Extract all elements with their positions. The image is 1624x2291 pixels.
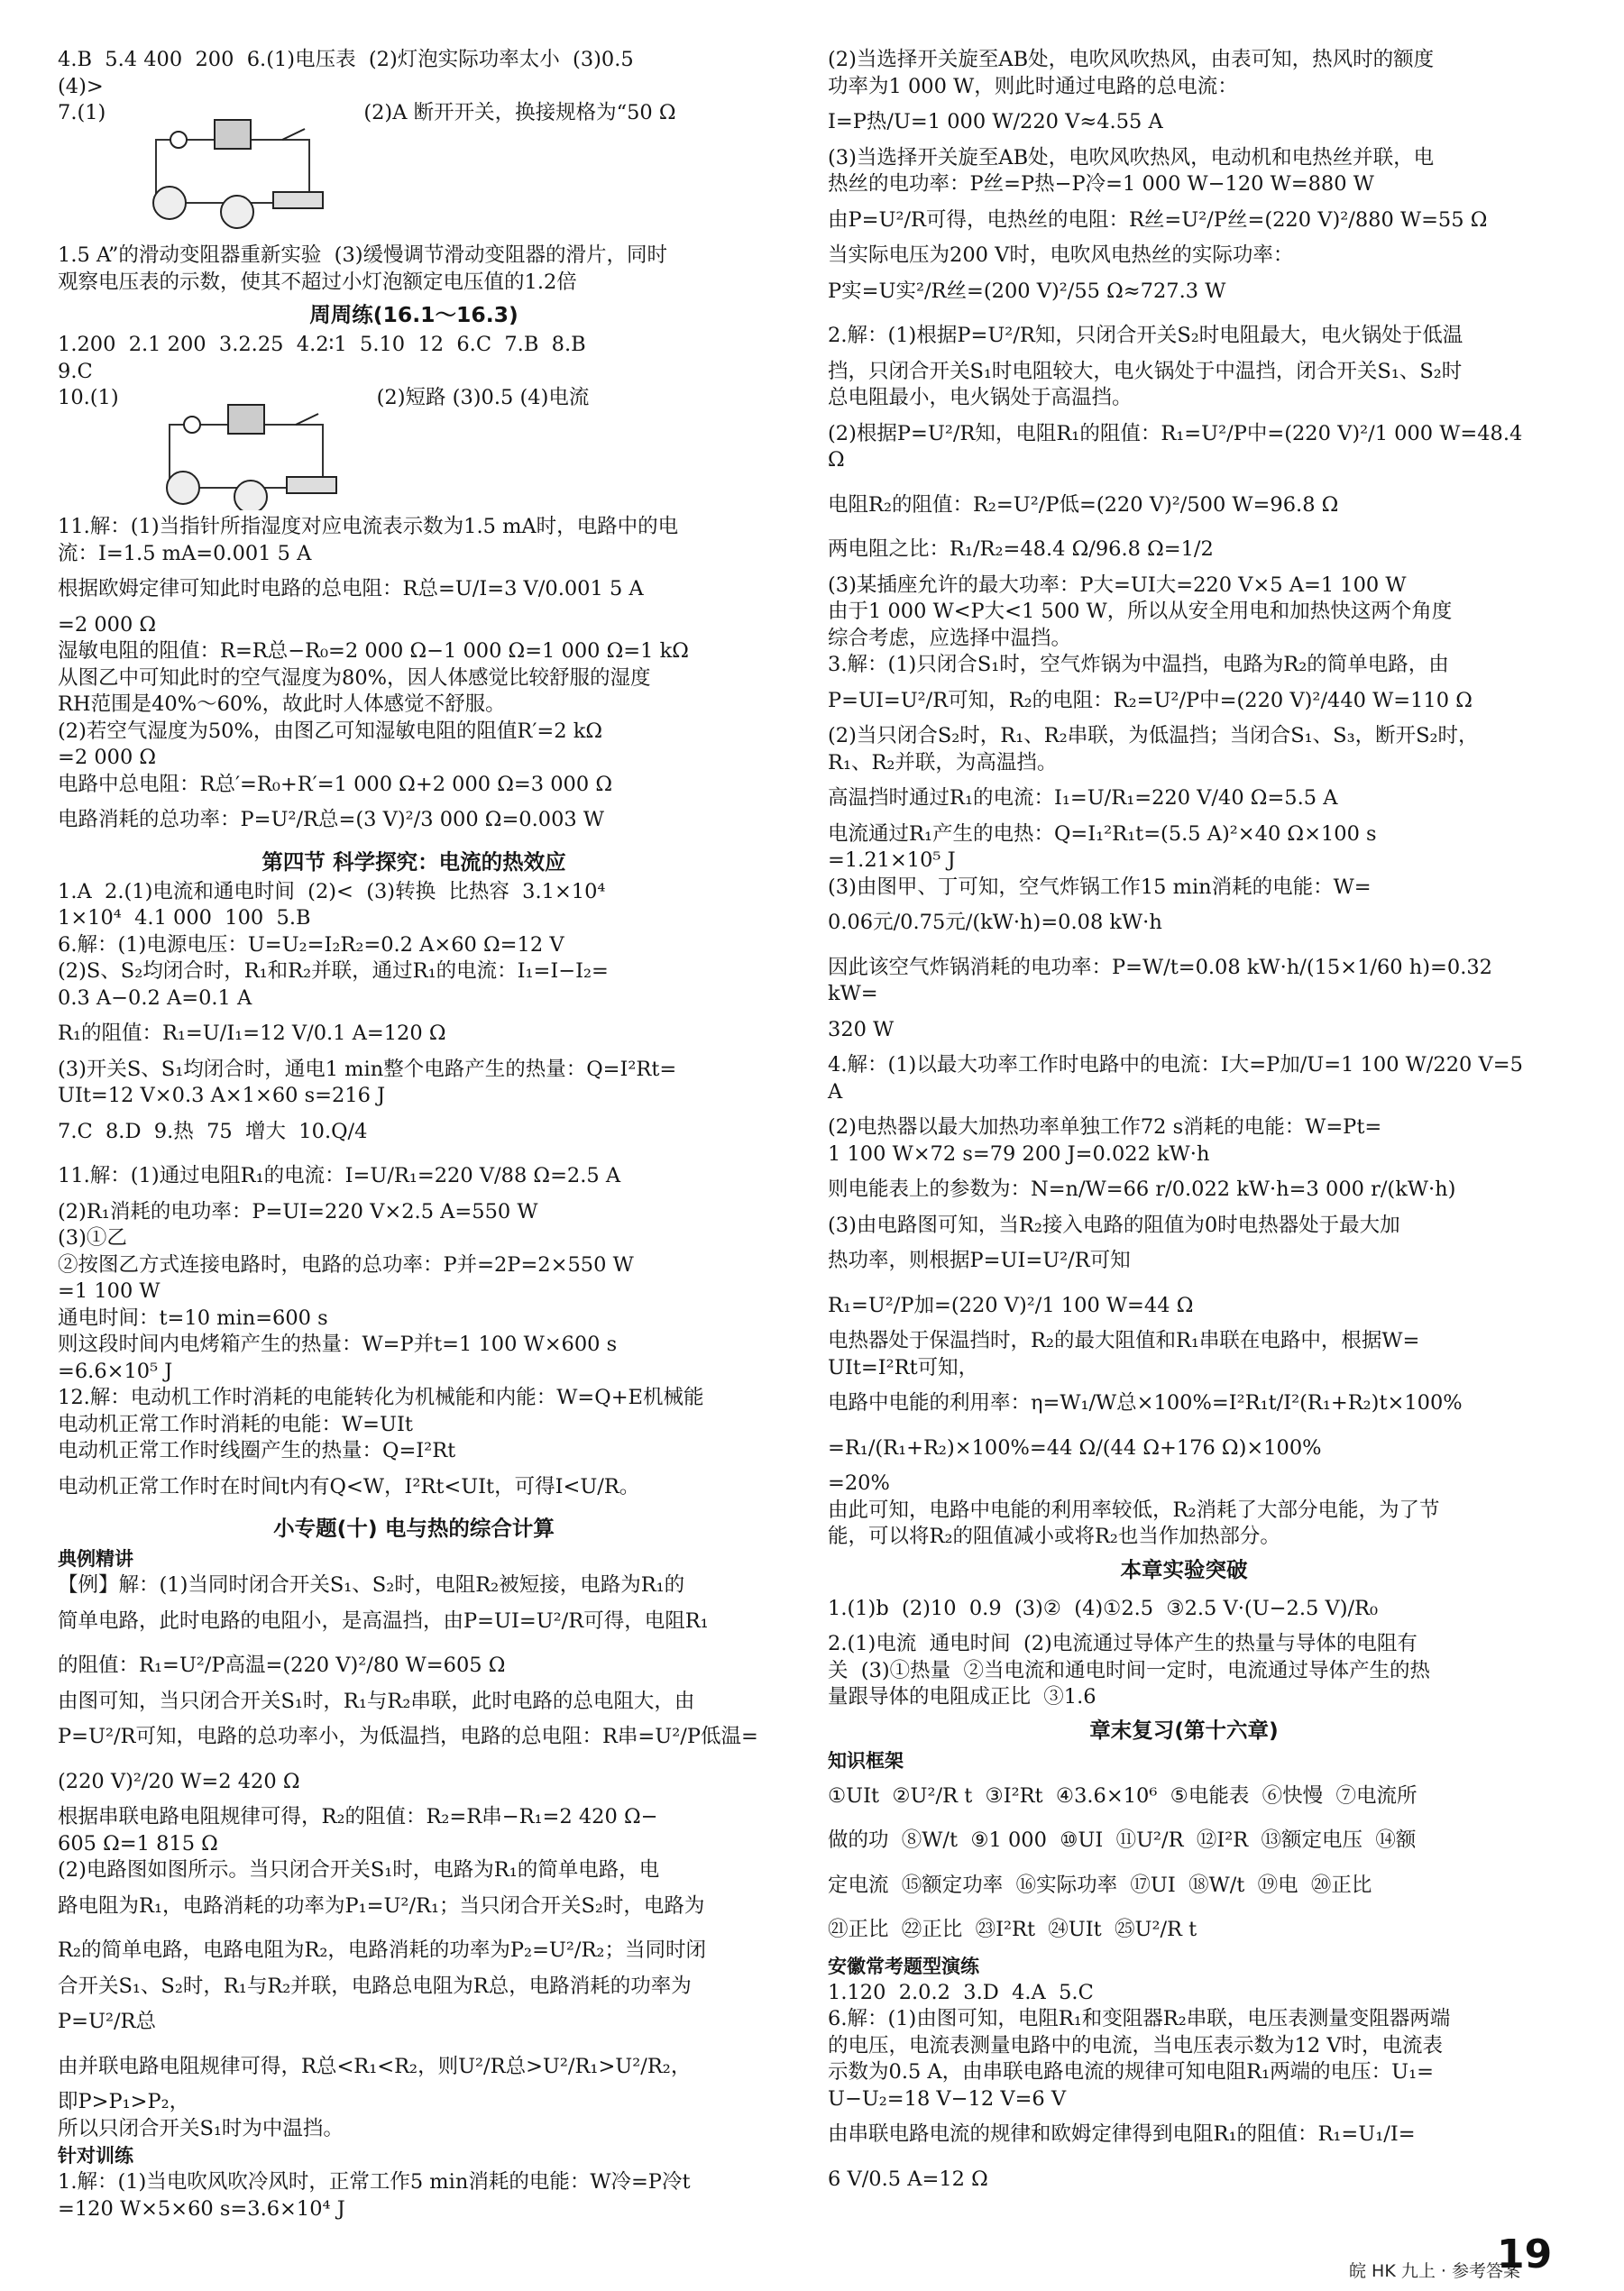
answer-line: 的电压，电流表测量电路中的电流，当电压表示数为12 V时，电流表: [828, 2033, 1444, 2057]
answer-line: 功率为1 000 W，则此时通过电路的总电流：: [828, 74, 1238, 98]
circuit-7-figure: [129, 104, 336, 239]
equation-line: 做的功 ⑧W/t ⑨1 000 ⑩UI ⑪U²/R ⑫I²R ⑬额定电压 ⑭额: [828, 1828, 1417, 1852]
right-column: [828, 47, 1540, 2202]
answer-line: (3)由图甲、丁可知，空气炸锅工作15 min消耗的电能：W=: [828, 875, 1372, 899]
answer-line: 6.解：(1)电源电压：U=U₂=I₂R₂=0.2 A×60 Ω=12 V: [58, 932, 564, 957]
equation-line: P=UI=U²/R可知，R₂的电阻：R₂=U²/P中=(220 V)²/440 W=110 Ω: [828, 688, 1473, 712]
answer-line: =6.6×10⁵ J: [58, 1359, 173, 1383]
answer-line: R₁、R₂并联，为高温挡。: [828, 750, 1058, 774]
answer-line: (2)当选择开关旋至AB处，电吹风吹热风，由表可知，热风时的额度: [828, 48, 1435, 71]
section-heading: 章末复习(第十六章): [1089, 1717, 1279, 1743]
answer-line: =1.21×10⁵ J: [828, 848, 956, 872]
section-heading: 本章实验突破: [1120, 1556, 1248, 1582]
answer-line: 1.A 2.(1)电流和通电时间 (2)< (3)转换 比热容 3.1×10⁴: [58, 879, 606, 903]
answer-line: 通电时间：t=10 min=600 s: [58, 1306, 328, 1330]
answer-line: (2)电路图如图所示。当只闭合开关S₁时，电路为R₁的简单电路，电: [58, 1858, 660, 1882]
circuit-10-figure: [142, 389, 350, 510]
answer-line: 挡，只闭合开关S₁时电阻较大，电火锅处于中温挡，闭合开关S₁、S₂时: [828, 359, 1463, 383]
equation-line: 路电阻为R₁，电路消耗的功率为P₁=U²/R₁；当只闭合开关S₂时，电路为: [58, 1893, 705, 1918]
answer-text: (2)短路 (3)0.5 (4)电流: [376, 386, 590, 409]
answer-line: 流：I=1.5 mA=0.001 5 A: [58, 541, 312, 565]
answer-line: 综合考虑，应选择中温挡。: [828, 626, 1072, 650]
equation-line: R₂的简单电路，电路电阻为R₂，电路消耗的功率为P₂=U²/R₂；当同时闭: [58, 1938, 706, 1962]
answer-line: UIt=I²Rt可知，: [828, 1355, 979, 1379]
equation-line: 1.(1)b (2)10 0.9 (3)② (4)①2.5 ③2.5 V·(U−2.5 V)/R₀: [828, 1596, 1379, 1620]
answer-line: 1.5 A”的滑动变阻器重新实验 (3)缓慢调节滑动变阻器的滑片，同时: [58, 243, 668, 267]
answer-line: (2)若空气湿度为50%，由图乙可知湿敏电阻的阻值R′=2 kΩ: [58, 719, 603, 743]
equation-line: ①UIt ②U²/R t ③I²Rt ④3.6×10⁶ ⑤电能表 ⑥快慢 ⑦电流所: [828, 1783, 1418, 1808]
equation-line: 电阻R₂的阻值：R₂=U²/P低=(220 V)²/500 W=96.8 Ω: [828, 492, 1339, 517]
answer-line: 总电阻最小，电火锅处于高温挡。: [828, 386, 1133, 409]
answer-line: 电动机正常工作时线圈产生的热量：Q=I²Rt: [58, 1439, 456, 1462]
answer-line: 3.解：(1)只闭合S₁时，空气炸锅为中温挡，电路为R₂的简单电路，由: [828, 653, 1449, 676]
answer-line: 0.3 A−0.2 A=0.1 A: [58, 985, 252, 1010]
answer-line-with-figure: [58, 385, 770, 514]
equation-line: 高温挡时通过R₁的电流：I₁=U/R₁=220 V/40 Ω=5.5 A: [828, 786, 1338, 810]
answer-line: RH范围是40%～60%，故此时人体感觉不舒服。: [58, 692, 506, 716]
equation-line: 由串联电路电流的规律和欧姆定律得到电阻R₁的阻值：R₁=U₁/I=: [828, 2122, 1416, 2146]
equation-line: 热功率，则根据P=UI=U²/R可知: [828, 1249, 1131, 1272]
answer-line: 605 Ω=1 815 Ω: [58, 1831, 218, 1856]
answer-line: 观察电压表的示数，使其不超过小灯泡额定电压值的1.2倍: [58, 270, 577, 294]
answer-line-with-figure: [58, 100, 770, 243]
left-column: [58, 47, 770, 2222]
answer-line: (2)S、S₂均闭合时，R₁和R₂并联，通过R₁的电流：I₁=I−I₂=: [58, 959, 609, 983]
answer-text: 10.(1): [58, 386, 119, 409]
answer-line: =120 W×5×60 s=3.6×10⁴ J: [58, 2196, 345, 2221]
equation-line: 两电阻之比：R₁/R₂=48.4 Ω/96.8 Ω=1/2: [828, 537, 1214, 561]
answer-line: 电路中总电阻：R总′=R₀+R′=1 000 Ω+2 000 Ω=3 000 Ω: [58, 772, 612, 796]
answer-line: =1 100 W: [58, 1279, 161, 1303]
equation-line: ㉑正比 ㉒正比 ㉓I²Rt ㉔UIt ㉕U²/R t: [828, 1918, 1197, 1941]
equation-line: 电路消耗的总功率：P=U²/R总=(3 V)²/3 000 Ω=0.003 W: [58, 808, 604, 831]
answer-line: (2)当只闭合S₂时，R₁、R₂串联，为低温挡；当闭合S₁、S₃，断开S₂时，: [828, 724, 1479, 747]
equation-line: P=U²/R总: [58, 2010, 156, 2033]
equation-line: 定电流 ⑮额定功率 ⑯实际功率 ⑰UI ⑱W/t ⑲电 ⑳正比: [828, 1873, 1372, 1897]
page-number: 19: [1497, 2231, 1553, 2277]
answer-line: 电动机正常工作时消耗的电能：W=UIt: [58, 1412, 413, 1436]
answer-line: (3)①乙: [58, 1226, 127, 1250]
equation-line: 由P=U²/R可得，电热丝的电阻：R丝=U²/P丝=(220 V)²/880 W=55 Ω: [828, 207, 1488, 232]
equation-line: (220 V)²/20 W=2 420 Ω: [58, 1769, 300, 1793]
answer-line: 量跟导体的电阻成正比 ③1.6: [828, 1685, 1096, 1709]
equation-line: 因此该空气炸锅消耗的电功率：P=W/t=0.08 kW·h/(15×1/60 h)=0.32 kW=: [828, 955, 1500, 1005]
equation-line: R₁的阻值：R₁=U/I₁=12 V/0.1 A=120 Ω: [58, 1022, 446, 1045]
answer-line: 12.解：电动机工作时消耗的电能转化为机械能和内能：W=Q+E机械能: [58, 1386, 704, 1409]
equation-line: 7.C 8.D 9.热 75 增大 10.Q/4: [58, 1119, 368, 1143]
answer-line: 根据串联电路电阻规律可得，R₂的阻值：R₂=R串−R₁=2 420 Ω−: [58, 1805, 658, 1828]
equation-line: 的阻值：R₁=U²/P高温=(220 V)²/80 W=605 Ω: [58, 1654, 506, 1677]
equation-line: 2.解：(1)根据P=U²/R知，只闭合开关S₂时电阻最大，电火锅处于低温: [828, 324, 1463, 347]
answer-line: (3)当选择开关旋至AB处，电吹风吹热风，电动机和电热丝并联，电: [828, 145, 1435, 170]
answer-line: (3)某插座允许的最大功率：P大=UI大=220 V×5 A=1 100 W: [828, 573, 1407, 597]
answer-line: 1×10⁴ 4.1 000 100 5.B: [58, 906, 311, 930]
equation-line: I=P热/U=1 000 W/220 V≈4.55 A: [828, 110, 1163, 133]
answer-line: (4)>: [58, 74, 104, 98]
subsection-heading: 针对训练: [58, 2145, 133, 2167]
answer-line: 关 (3)①热量 ②当电流和通电时间一定时，电流通过导体产生的热: [828, 1658, 1430, 1682]
answer-line: (3)由电路图可知，当R₂接入电路的阻值为0时电热器处于最大加: [828, 1213, 1400, 1237]
equation-line: 根据欧姆定律可知此时电路的总电阻：R总=U/I=3 V/0.001 5 A: [58, 577, 644, 600]
equation-line: 6 V/0.5 A=12 Ω: [828, 2167, 988, 2191]
equation-line: 由并联电路电阻规律可得，R总<R₁<R₂，则U²/R总>U²/R₁>U²/R₂，: [58, 2054, 692, 2078]
answer-line: (2)电热器以最大加热功率单独工作72 s消耗的电能：W=Pt=: [828, 1115, 1382, 1139]
answer-line: 4.B 5.4 400 200 6.(1)电压表 (2)灯泡实际功率太小 (3)0.5: [58, 48, 634, 71]
answer-line: 湿敏电阻的阻值：R=R总−R₀=2 000 Ω−1 000 Ω=1 000 Ω=1 kΩ: [58, 639, 689, 663]
answer-line: 6.解：(1)由图可知，电阻R₁和变阻器R₂串联，电压表测量变阻器两端: [828, 2007, 1451, 2030]
answer-line: 【例】解：(1)当同时闭合开关S₁、S₂时，电阻R₂被短接，电路为R₁的: [58, 1573, 685, 1597]
answer-line: 11.解：(1)当指针所指湿度对应电流表示数为1.5 mA时，电路中的电: [58, 515, 679, 538]
answer-line: (3)开关S、S₁均闭合时，通电1 min整个电路产生的热量：Q=I²Rt=: [58, 1057, 677, 1081]
answer-line: 则这段时间内电烤箱产生的热量：W=P并t=1 100 W×600 s: [58, 1333, 618, 1356]
answer-line: 由图可知，当只闭合开关S₁时，R₁与R₂串联，此时电路的总电阻大，由: [58, 1689, 695, 1713]
section-heading: 小专题(十) 电与热的综合计算: [273, 1516, 555, 1541]
equation-line: 电动机正常工作时在时间t内有Q<W，I²Rt<UIt，可得I<U/R。: [58, 1474, 640, 1498]
answer-line: U−U₂=18 V−12 V=6 V: [828, 2086, 1067, 2111]
equation-line: (2)根据P=U²/R知，电阻R₁的阻值：R₁=U²/P中=(220 V)²/1 000 W=48.4 Ω: [828, 421, 1529, 472]
answer-line: 示数为0.5 A，由串联电路电流的规律可知电阻R₁两端的电压：U₁=: [828, 2060, 1434, 2084]
answer-line: 1.解：(1)当电吹风吹冷风时，正常工作5 min消耗的电能：W冷=P冷t: [58, 2170, 691, 2194]
answer-line: 即P>P₁>P₂，: [58, 2090, 190, 2113]
equation-line: 电路中电能的利用率：η=W₁/W总×100%=I²R₁t/I²(R₁+R₂)t×100%: [828, 1391, 1463, 1415]
answer-line: 所以只闭合开关S₁时为中温挡。: [58, 2116, 344, 2140]
answer-line: 1.200 2.1 200 3.2.25 4.2∶1 5.10 12 6.C 7.B 8.B: [58, 333, 586, 356]
answer-line: 由于1 000 W<P大<1 500 W，所以从安全用电和加热快这两个角度: [828, 600, 1453, 623]
answer-text: 7.(1): [58, 101, 106, 124]
subsection-heading: 知识框架: [828, 1749, 904, 1772]
answer-line: 热丝的电功率：P丝=P热−P冷=1 000 W−120 W=880 W: [828, 172, 1374, 196]
answer-line: 1.120 2.0.2 3.D 4.A 5.C: [828, 1980, 1094, 2004]
section-heading: 第四节 科学探究：电流的热效应: [261, 848, 566, 875]
equation-line: 0.06元/0.75元/(kW·h)=0.08 kW·h: [828, 911, 1162, 934]
answer-line: 9.C: [58, 359, 93, 383]
equation-line: P实=U实²/R丝=(200 V)²/55 Ω≈727.3 W: [828, 279, 1226, 303]
equation-line: =R₁/(R₁+R₂)×100%=44 Ω/(44 Ω+176 Ω)×100%: [828, 1435, 1322, 1460]
answer-line: 320 W: [828, 1017, 895, 1041]
equation-line: 4.解：(1)以最大功率工作时电路中的电流：I大=P加/U=1 100 W/220 V=5 A: [828, 1053, 1530, 1104]
equation-line: R₁=U²/P加=(220 V)²/1 100 W=44 Ω: [828, 1293, 1194, 1317]
answer-line: 1 100 W×72 s=79 200 J=0.022 kW·h: [828, 1141, 1210, 1166]
answer-line: 由此可知，电路中电能的利用率较低，R₂消耗了大部分电能，为了节: [828, 1498, 1440, 1522]
footer-label: 皖 HK 九上 · 参考答案: [1349, 2261, 1520, 2281]
answer-text: (2)A 断开开关，换接规格为“50 Ω: [363, 101, 676, 124]
answer-line: 电流通过R₁产生的电热：Q=I₁²R₁t=(5.5 A)²×40 Ω×100 s: [828, 821, 1377, 846]
answer-line: =2 000 Ω: [58, 746, 157, 769]
subsection-heading: 典例精讲: [58, 1548, 133, 1570]
answer-line: =2 000 Ω: [58, 612, 157, 637]
answer-line: 电热器处于保温挡时，R₂的最大阻值和R₁串联在电路中，根据W=: [828, 1329, 1420, 1352]
answer-line: =20%: [828, 1471, 890, 1495]
equation-line: P=U²/R可知，电路的总功率小，为低温挡，电路的总电阻：R串=U²/P低温=: [58, 1725, 758, 1748]
answer-line: (2)R₁消耗的电功率：P=UI=220 V×2.5 A=550 W: [58, 1199, 538, 1223]
answer-line: 当实际电压为200 V时，电吹风电热丝的实际功率：: [828, 243, 1294, 267]
answer-line: 从图乙中可知此时的空气湿度为80%，因人体感觉比较舒服的湿度: [58, 665, 651, 690]
equation-line: 简单电路，此时电路的电阻小，是高温挡，由P=UI=U²/R可得，电阻R₁: [58, 1608, 709, 1633]
answer-line: ②按图乙方式连接电路时，电路的总功率：P并=2P=2×550 W: [58, 1252, 634, 1277]
equation-line: 则电能表上的参数为：N=n/W=66 r/0.022 kW·h=3 000 r/(kW·h): [828, 1178, 1456, 1201]
equation-line: 11.解：(1)通过电阻R₁的电流：I=U/R₁=220 V/88 Ω=2.5 A: [58, 1164, 621, 1187]
answer-line: 合开关S₁、S₂时，R₁与R₂并联，电路总电阻为R总，电路消耗的功率为: [58, 1974, 692, 1998]
answer-line: UIt=12 V×0.3 A×1×60 s=216 J: [58, 1084, 386, 1107]
section-heading: 周周练(16.1～16.3): [309, 302, 518, 327]
answer-line: 2.(1)电流 通电时间 (2)电流通过导体产生的热量与导体的电阻有: [828, 1632, 1418, 1655]
subsection-heading: 安徽常考题型演练: [828, 1955, 979, 1977]
answer-line: 能，可以将R₂的阻值减小或将R₂也当作加热部分。: [828, 1525, 1280, 1548]
